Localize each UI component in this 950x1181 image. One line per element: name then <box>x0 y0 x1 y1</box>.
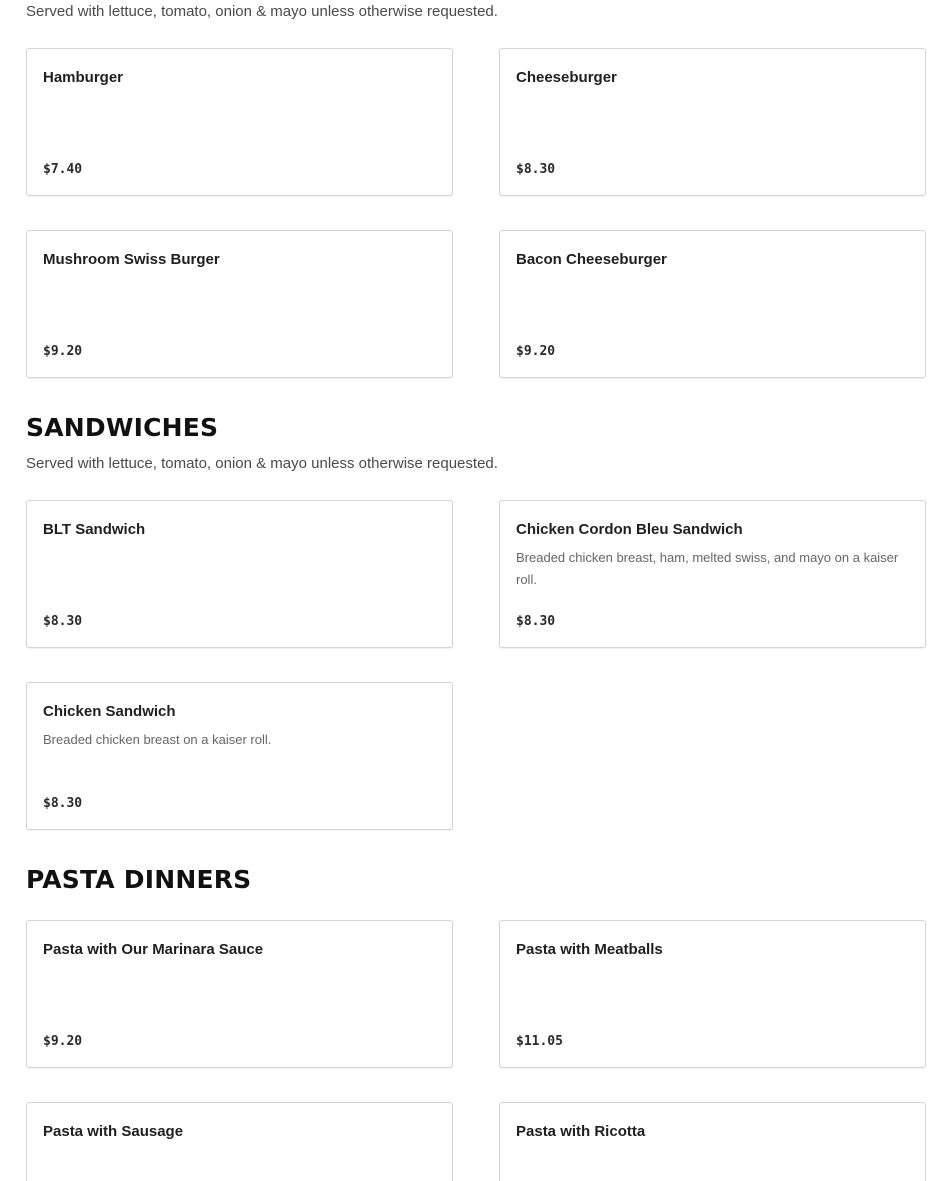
menu-item-cheeseburger[interactable] <box>499 48 926 196</box>
menu-item-price: $8.30 <box>516 614 556 629</box>
menu-item-name: Bacon Cheeseburger <box>516 251 667 268</box>
menu-item-price: $8.30 <box>43 796 83 811</box>
menu-item-name: Chicken Sandwich <box>43 703 176 720</box>
burgers-section-description: Served with lettuce, tomato, onion & mayo unless otherwise requested. <box>26 3 498 20</box>
menu-item-price: $9.20 <box>43 1034 83 1049</box>
menu-item-price: $11.05 <box>516 1034 563 1049</box>
menu-item-price: $8.30 <box>516 162 556 177</box>
menu-item-pasta-ricotta[interactable] <box>499 1102 926 1181</box>
menu-item-pasta-sausage[interactable] <box>26 1102 453 1181</box>
menu-item-name: Pasta with Our Marinara Sauce <box>43 941 264 958</box>
sandwiches-section-title: SANDWICHES <box>26 413 219 442</box>
menu-item-chicken-cordon-bleu-sandwich[interactable] <box>499 500 926 648</box>
menu-item-name: Cheeseburger <box>516 69 617 86</box>
menu-item-name: Mushroom Swiss Burger <box>43 251 220 268</box>
menu-item-name: BLT Sandwich <box>43 521 146 538</box>
menu-item-blt-sandwich[interactable] <box>26 500 453 648</box>
menu-item-name: Pasta with Ricotta <box>516 1123 646 1140</box>
menu-item-pasta-marinara[interactable] <box>26 920 453 1068</box>
menu-item-bacon-cheeseburger[interactable] <box>499 230 926 378</box>
menu-item-price: $8.30 <box>43 614 83 629</box>
menu-item-hamburger[interactable] <box>26 48 453 196</box>
menu-item-price: $7.40 <box>43 162 83 177</box>
menu-item-name: Pasta with Sausage <box>43 1123 184 1140</box>
menu-item-chicken-sandwich[interactable] <box>26 682 453 830</box>
menu-item-name: Hamburger <box>43 69 124 86</box>
menu-item-description: Breaded chicken breast on a kaiser roll. <box>43 732 272 747</box>
menu-item-name: Pasta with Meatballs <box>516 941 663 958</box>
menu-item-mushroom-swiss-burger[interactable] <box>26 230 453 378</box>
pasta-dinners-section-title: PASTA DINNERS <box>26 865 252 894</box>
menu-item-pasta-meatballs[interactable] <box>499 920 926 1068</box>
sandwiches-section-description: Served with lettuce, tomato, onion & mayo unless otherwise requested. <box>26 455 498 472</box>
menu-item-name: Chicken Cordon Bleu Sandwich <box>516 521 743 538</box>
menu-item-price: $9.20 <box>516 344 556 359</box>
menu-item-price: $9.20 <box>43 344 83 359</box>
menu-item-description: Breaded chicken breast, ham, melted swiss, and mayo on a kaiser roll. <box>516 550 899 587</box>
